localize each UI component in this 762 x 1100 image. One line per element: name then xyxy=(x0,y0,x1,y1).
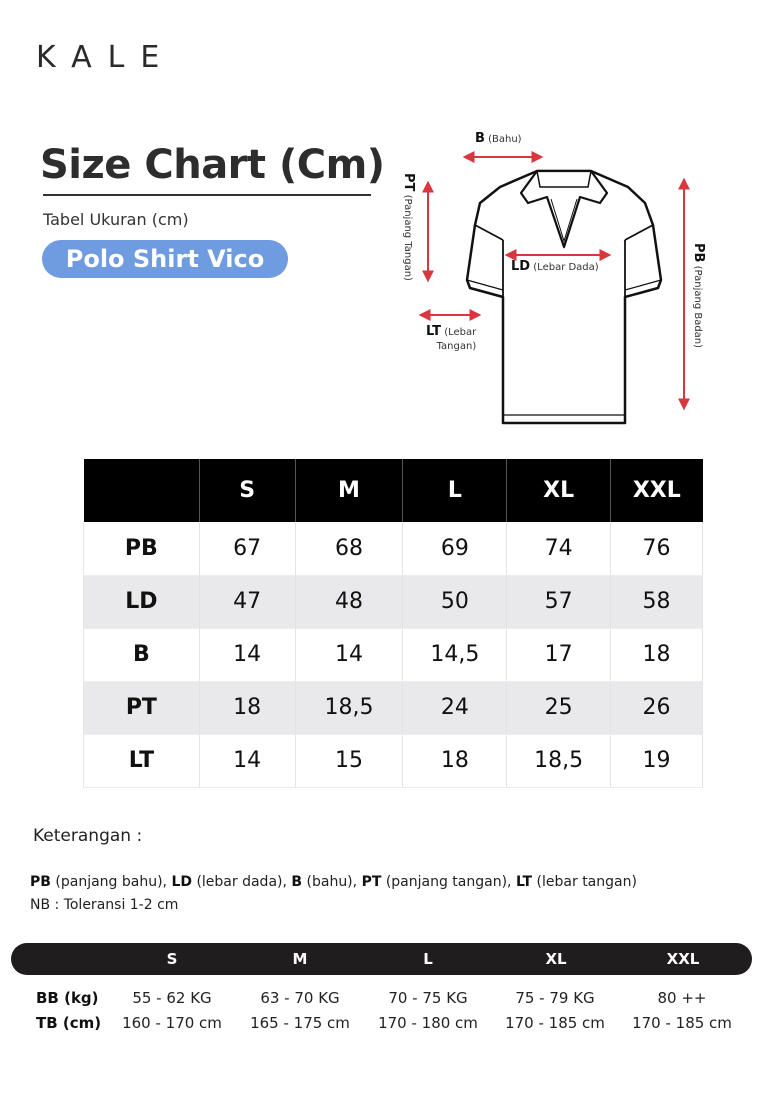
table-cell: 17 xyxy=(507,628,611,681)
header-cell-xl: XL xyxy=(507,459,611,522)
table-row xyxy=(84,522,703,575)
header-cell-s: S xyxy=(199,459,295,522)
fit-cell: 165 - 175 cm xyxy=(250,1014,350,1032)
fit-cell: 170 - 185 cm xyxy=(505,1014,605,1032)
table-row xyxy=(84,575,703,628)
table-cell: 18 xyxy=(403,734,507,787)
label-lebar-dada: LD (Lebar Dada) xyxy=(511,259,599,274)
table-row xyxy=(84,734,703,787)
fit-row-weight xyxy=(0,989,762,1011)
page-title: Size Chart (Cm) xyxy=(40,142,385,188)
page-subtitle: Tabel Ukuran (cm) xyxy=(43,210,189,229)
table-cell: 25 xyxy=(507,681,611,734)
table-cell: 14 xyxy=(295,628,403,681)
table-cell: 47 xyxy=(199,575,295,628)
fit-cell: 80 ++ xyxy=(657,989,707,1007)
table-cell: 15 xyxy=(295,734,403,787)
header-cell-blank xyxy=(84,459,200,522)
table-cell: 14,5 xyxy=(403,628,507,681)
fit-cell: 75 - 79 KG xyxy=(515,989,595,1007)
fit-row-height xyxy=(0,1014,762,1036)
table-cell: 18,5 xyxy=(507,734,611,787)
product-badge: Polo Shirt Vico xyxy=(42,240,288,278)
label-lebar-tangan: LT (Lebar Tangan) xyxy=(426,324,477,352)
table-cell: 18,5 xyxy=(295,681,403,734)
fit-header-xxl: XXL xyxy=(666,950,700,968)
table-cell: 24 xyxy=(403,681,507,734)
title-divider xyxy=(43,194,371,196)
fit-header-s: S xyxy=(166,950,178,968)
label-panjang-badan: PB (Panjang Badan) xyxy=(691,243,706,349)
table-cell: 18 xyxy=(611,628,703,681)
table-header-row xyxy=(84,459,703,522)
table-cell: 68 xyxy=(295,522,403,575)
header-cell-xxl: XXL xyxy=(611,459,703,522)
table-cell: 26 xyxy=(611,681,703,734)
fit-cell: 170 - 185 cm xyxy=(632,1014,732,1032)
polo-shirt-icon xyxy=(395,125,725,435)
fit-cell: 70 - 75 KG xyxy=(388,989,468,1007)
fit-row-label: BB (kg) xyxy=(36,989,99,1007)
fit-cell: 55 - 62 KG xyxy=(132,989,212,1007)
table-cell: 50 xyxy=(403,575,507,628)
fit-header-l: L xyxy=(423,950,433,968)
row-label: PB xyxy=(84,522,200,575)
row-label: PT xyxy=(84,681,200,734)
fit-table-header xyxy=(11,943,752,975)
table-cell: 19 xyxy=(611,734,703,787)
table-row xyxy=(84,628,703,681)
fit-cell: 63 - 70 KG xyxy=(260,989,340,1007)
fit-header-xl: XL xyxy=(545,950,567,968)
fit-cell: 160 - 170 cm xyxy=(122,1014,222,1032)
size-chart-table xyxy=(83,459,703,788)
row-label: LD xyxy=(84,575,200,628)
header-cell-l: L xyxy=(403,459,507,522)
fit-cell: 170 - 180 cm xyxy=(378,1014,478,1032)
table-cell: 58 xyxy=(611,575,703,628)
table-cell: 14 xyxy=(199,734,295,787)
table-cell: 14 xyxy=(199,628,295,681)
table-cell: 74 xyxy=(507,522,611,575)
table-cell: 69 xyxy=(403,522,507,575)
table-cell: 48 xyxy=(295,575,403,628)
header-cell-m: M xyxy=(295,459,403,522)
shirt-measurement-diagram xyxy=(395,125,725,435)
table-cell: 67 xyxy=(199,522,295,575)
tolerance-note: NB : Toleransi 1-2 cm xyxy=(30,897,179,913)
row-label: LT xyxy=(84,734,200,787)
brand-logo: KALE xyxy=(36,40,176,75)
table-row xyxy=(84,681,703,734)
row-label: B xyxy=(84,628,200,681)
table-cell: 57 xyxy=(507,575,611,628)
fit-header-m: M xyxy=(292,950,308,968)
label-bahu: B (Bahu) xyxy=(475,131,522,146)
table-cell: 18 xyxy=(199,681,295,734)
table-cell: 76 xyxy=(611,522,703,575)
label-panjang-tangan: PT (Panjang Tangan) xyxy=(401,173,416,281)
notes-heading: Keterangan : xyxy=(33,826,143,846)
fit-row-label: TB (cm) xyxy=(36,1014,102,1032)
notes-legend: PB (panjang bahu), LD (lebar dada), B (bahu), PT (panjang tangan), LT (lebar tangan) xyxy=(30,874,637,890)
